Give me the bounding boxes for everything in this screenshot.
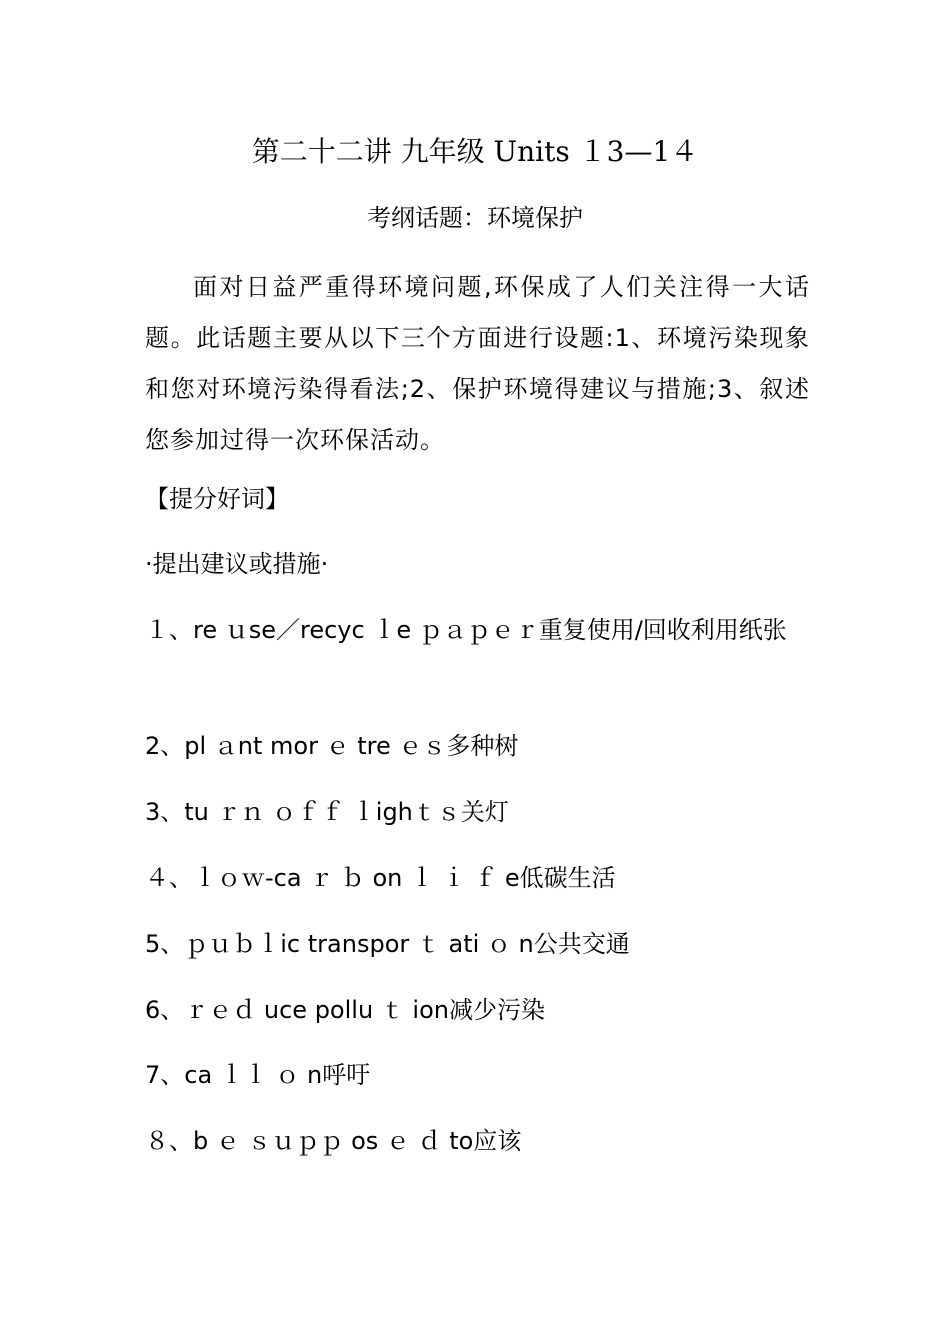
phrase-item-3: 3、tu ｒｎ ｏｆｆ ｌighｔｓ关灯 <box>145 798 509 826</box>
topic-heading: 考纲话题：环境保护 <box>367 204 583 232</box>
section-heading: 【提分好词】 <box>145 485 289 513</box>
phrase-item-4: ４、ｌｏｗ-ca ｒ ｂ on ｌ ｉ ｆ e低碳生活 <box>145 864 616 892</box>
phrase-item-8: ８、b ｅ ｓｕｐｐ os ｅ ｄ to应该 <box>145 1127 522 1155</box>
lesson-title: 第二十二讲 九年级 Units １3—1４ <box>251 135 699 168</box>
phrase-item-1: １、re ｕse／recyc ｌe ｐａｐｅｒ重复使用/回收利用纸张 <box>145 616 787 644</box>
phrase-item-2: 2、pl ａnt mor ｅ tre ｅｓ多种树 <box>145 732 519 760</box>
phrase-item-7: 7、ca ｌｌ ｏ n呼吁 <box>145 1061 371 1089</box>
intro-paragraph: 面对日益严重得环境问题,环保成了人们关注得一大话题。此话题主要从以下三个方面进行设题:1、环境污染现象和您对环境污染得看法;2、保护环境得建议与措施;3、叙述您参加过得一次环保活动。 <box>145 273 810 454</box>
phrase-item-5: 5、ｐｕｂｌic transpor ｔ ati ｏ n公共交通 <box>145 930 630 958</box>
subsection-heading: ·提出建议或措施· <box>145 550 329 578</box>
phrase-item-6: 6、ｒｅｄ uce pollu ｔ ion减少污染 <box>145 996 545 1024</box>
